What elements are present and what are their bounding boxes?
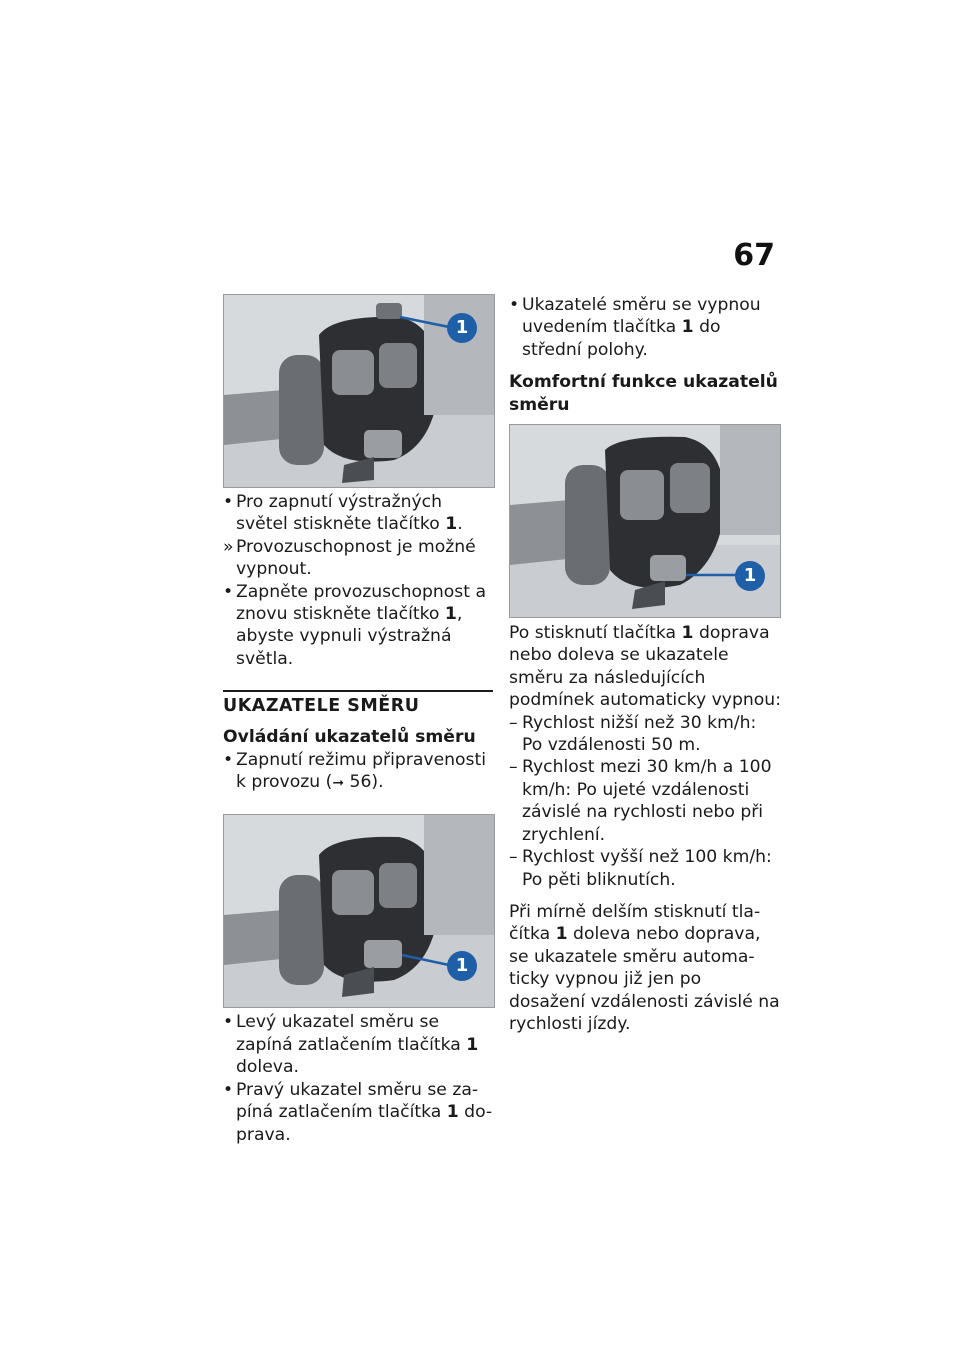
- callout-badge: 1: [735, 561, 765, 591]
- page-reference[interactable]: 56: [349, 772, 372, 793]
- button-reference: 1: [466, 1034, 479, 1055]
- subsection-title: Ovládání ukazatelů směru: [223, 727, 476, 748]
- list-item: – Rychlost nižší než 30 km/h: Po vzdálenosti 50 m.: [509, 712, 781, 757]
- list-item-text-end: , abyste vypnuli výstražná světla.: [236, 604, 463, 669]
- list-item-text-end: do- prava.: [236, 1102, 493, 1145]
- paragraph: [509, 901, 781, 1035]
- result-item: » Provozuschopnost je možné vypnout.: [223, 536, 493, 581]
- list-item: [223, 1079, 493, 1146]
- left-column: [223, 294, 493, 1146]
- text-block-hazard: [223, 491, 493, 670]
- button-reference: 1: [681, 317, 694, 338]
- list-item-text-end: do střední polohy.: [522, 317, 721, 360]
- list-item: – Rychlost mezi 30 km/h a 100 km/h: Po ujeté vzdálenosti závislé na rychlosti nebo při zrychlení.: [509, 756, 781, 846]
- list-item-text: Levý ukazatel směru se zapíná zatlačením tlačítka: [236, 1012, 467, 1055]
- list-item-text: Ukazatelé směru se vypnou uvedením tlačítka: [522, 295, 761, 338]
- figure-hazard-button: [223, 294, 495, 488]
- page-number: 67: [733, 238, 775, 273]
- right-column: [509, 294, 781, 1035]
- list-item: – Rychlost vyšší než 100 km/h: Po pěti bliknutích.: [509, 846, 781, 891]
- figure-comfort-turn: [509, 424, 781, 618]
- text-block-readiness: [223, 749, 493, 795]
- button-reference: 1: [445, 514, 458, 535]
- handlebar-switch-illustration: [510, 425, 780, 617]
- text-block-turn-off: [509, 294, 781, 361]
- text-block-comfort: [509, 622, 781, 1035]
- subsection-title: Komfortní funkce ukazatelů směru: [509, 372, 778, 415]
- list-item-text: Pravý ukazatel směru se za- píná zatlačením tlačítka: [236, 1079, 479, 1123]
- button-reference: 1: [444, 604, 457, 625]
- button-reference: 1: [446, 1102, 459, 1123]
- paragraph-text-end: doleva nebo doprava, se ukazatele směru automa- ticky vypnou již jen po dosažení vzdálenosti závislé na rychlosti jízdy.: [509, 924, 780, 1034]
- list-item: [509, 294, 781, 361]
- button-reference: 1: [555, 924, 568, 945]
- paragraph-text: Po stisknutí tlačítka: [509, 623, 682, 644]
- list-item-text-end: doleva.: [236, 1057, 299, 1078]
- paragraph-text: Při mírně delším stisknutí tla- čítka: [509, 901, 761, 945]
- callout-badge: 1: [447, 313, 477, 343]
- section-divider: [223, 690, 493, 692]
- button-reference: 1: [681, 623, 694, 644]
- figure-turn-switch: [223, 814, 495, 1008]
- paragraph-text-end: doprava nebo doleva se ukazatele směru za následujících podmínek automaticky vypnou:: [509, 623, 781, 711]
- list-item: [223, 491, 493, 536]
- list-item-text: Pro zapnutí výstražných světel stiskněte tlačítko: [236, 492, 446, 535]
- paragraph: [509, 622, 781, 712]
- callout-badge: 1: [447, 951, 477, 981]
- section-title: UKAZATELE SMĚRU: [223, 696, 420, 717]
- list-item-text-end: .: [457, 514, 463, 535]
- list-item: [223, 1011, 493, 1078]
- text-block-turn-on: [223, 1011, 493, 1145]
- list-item: [223, 581, 493, 671]
- list-item-text: Zapněte provozuschopnost a znovu stiskněte tlačítko: [236, 581, 486, 625]
- list-item-text-end: ).: [371, 772, 384, 793]
- arrow-ref-icon: ➞: [332, 775, 345, 792]
- list-item-text: Zapnutí režimu připravenosti k provozu (: [236, 749, 487, 793]
- list-item: [223, 749, 493, 795]
